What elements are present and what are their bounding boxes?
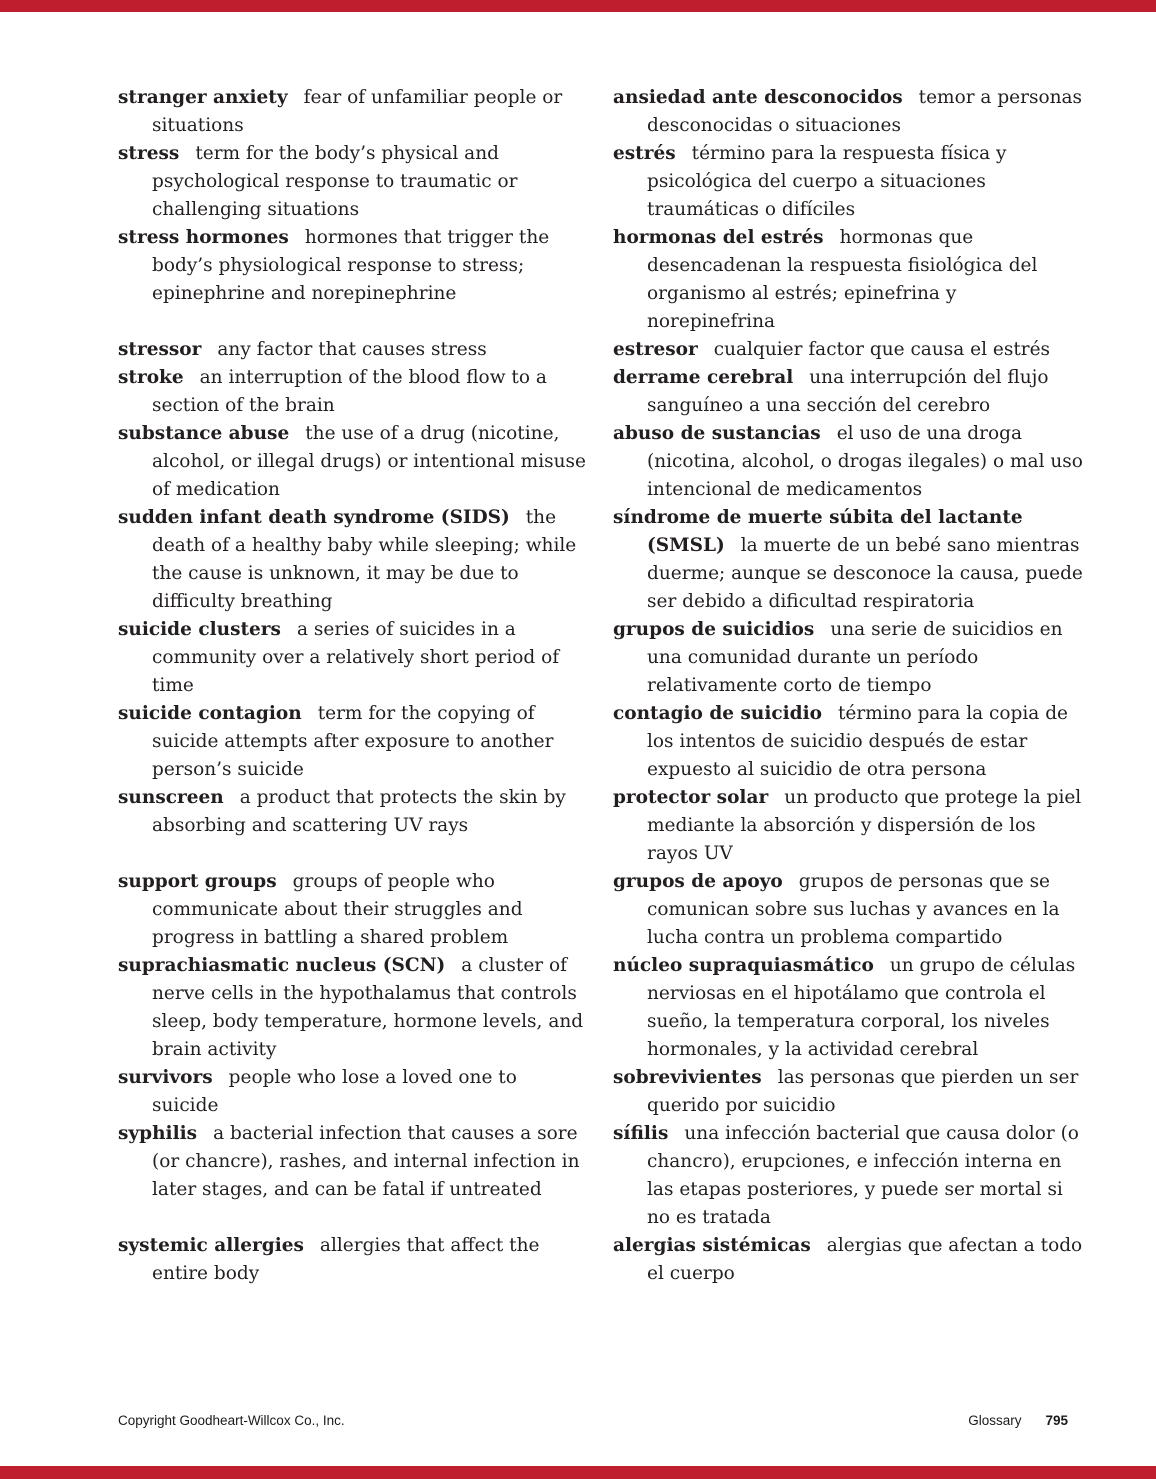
entry-term: alergias sistémicas bbox=[613, 1235, 811, 1256]
entry-definition: hormonas que desencadenan la respuesta fisiológica del organismo al estrés; epinefrina y norepinefrina bbox=[647, 227, 1038, 332]
glossary-row bbox=[118, 1232, 1084, 1288]
entry-definition: un producto que protege la piel mediante la absorción y dispersión de los rayos UV bbox=[647, 787, 1082, 864]
entry-definition: término para la respuesta física y psicológica del cuerpo a situaciones traumáticas o difíciles bbox=[647, 143, 1007, 220]
entry-term: derrame cerebral bbox=[613, 367, 794, 388]
glossary-row bbox=[118, 784, 1084, 868]
glossary-row bbox=[118, 84, 1084, 140]
glossary-row bbox=[118, 364, 1084, 420]
entry-definition: temor a personas desconocidas o situaciones bbox=[647, 87, 1083, 136]
top-accent-bar bbox=[0, 0, 1156, 12]
entry-term: suprachiasmatic nucleus (SCN) bbox=[118, 955, 446, 976]
page-number: 795 bbox=[1045, 1413, 1068, 1428]
glossary-content bbox=[118, 84, 1084, 1288]
entry-definition: any factor that causes stress bbox=[217, 339, 487, 360]
glossary-row bbox=[118, 224, 1084, 336]
glossary-row bbox=[118, 868, 1084, 952]
entry-definition: an interruption of the blood flow to a section of the brain bbox=[152, 367, 547, 416]
entry-term: contagio de suicidio bbox=[613, 703, 822, 724]
entry-term: stroke bbox=[118, 367, 184, 388]
entry-definition: grupos de personas que se comunican sobre sus luchas y avances en la lucha contra un problema compartido bbox=[647, 871, 1060, 948]
entry-term: sudden infant death syndrome (SIDS) bbox=[118, 507, 510, 528]
entry-definition: allergies that affect the entire body bbox=[152, 1235, 540, 1284]
entry-definition: alergias que afectan a todo el cuerpo bbox=[647, 1235, 1083, 1284]
entry-definition: fear of unfamiliar people or situations bbox=[152, 87, 563, 136]
glossary-entry-english bbox=[118, 952, 588, 1064]
entry-term: ansiedad ante desconocidos bbox=[613, 87, 903, 108]
entry-definition: groups of people who communicate about their struggles and progress in battling a shared problem bbox=[152, 871, 523, 948]
glossary-entry-english bbox=[118, 1232, 588, 1288]
entry-definition: the use of a drug (nicotine, alcohol, or illegal drugs) or intentional misuse of medication bbox=[152, 423, 586, 500]
entry-definition: un grupo de células nerviosas en el hipotálamo que controla el sueño, la temperatura corporal, los niveles hormonales, y la actividad cerebral bbox=[647, 955, 1076, 1060]
entry-term: systemic allergies bbox=[118, 1235, 304, 1256]
entry-term: síndrome de muerte súbita del lactante (SMSL) bbox=[613, 507, 1023, 556]
entry-definition: la muerte de un bebé sano mientras duerme; aunque se desconoce la causa, puede ser debido a dificultad respiratoria bbox=[647, 535, 1083, 612]
entry-definition: a bacterial infection that causes a sore (or chancre), rashes, and internal infection in later stages, and can be fatal if untreated bbox=[152, 1123, 580, 1200]
glossary-row bbox=[118, 1064, 1084, 1120]
entry-definition: una serie de suicidios en una comunidad durante un período relativamente corto de tiempo bbox=[647, 619, 1063, 696]
entry-term: stranger anxiety bbox=[118, 87, 288, 108]
glossary-row bbox=[118, 140, 1084, 224]
entry-definition: el uso de una droga (nicotina, alcohol, o drogas ilegales) o mal uso intencional de medicamentos bbox=[647, 423, 1083, 500]
entry-definition: las personas que pierden un ser querido por suicidio bbox=[647, 1067, 1079, 1116]
entry-term: grupos de apoyo bbox=[613, 871, 783, 892]
entry-definition: término para la copia de los intentos de suicidio después de estar expuesto al suicidio de otra persona bbox=[647, 703, 1068, 780]
entry-term: núcleo supraquiasmático bbox=[613, 955, 874, 976]
entry-definition: una infección bacterial que causa dolor (o chancro), erupciones, e infección interna en las etapas posteriores, y puede ser mortal si no es tratada bbox=[647, 1123, 1079, 1228]
glossary-row bbox=[118, 1120, 1084, 1232]
glossary-entry-spanish bbox=[613, 140, 1083, 224]
entry-term: stressor bbox=[118, 339, 202, 360]
entry-definition: a series of suicides in a community over a relatively short period of time bbox=[152, 619, 560, 696]
glossary-entry-spanish bbox=[613, 868, 1083, 952]
entry-definition: a cluster of nerve cells in the hypothalamus that controls sleep, body temperature, hormone levels, and brain activity bbox=[152, 955, 584, 1060]
bottom-accent-bar bbox=[0, 1466, 1156, 1479]
glossary-entry-spanish bbox=[613, 952, 1083, 1064]
entry-definition: people who lose a loved one to suicide bbox=[152, 1067, 517, 1116]
section-label: Glossary bbox=[968, 1413, 1022, 1428]
glossary-entry-english bbox=[118, 84, 588, 140]
glossary-entry-spanish bbox=[613, 364, 1083, 420]
glossary-entry-spanish bbox=[613, 84, 1083, 140]
entry-term: substance abuse bbox=[118, 423, 290, 444]
entry-term: suicide clusters bbox=[118, 619, 281, 640]
entry-term: sífilis bbox=[613, 1123, 669, 1144]
glossary-entry-spanish bbox=[613, 1064, 1083, 1120]
entry-term: grupos de suicidios bbox=[613, 619, 815, 640]
glossary-entry-spanish bbox=[613, 1232, 1083, 1288]
glossary-entry-english bbox=[118, 140, 588, 224]
glossary-entry-spanish bbox=[613, 336, 1083, 364]
entry-definition: term for the body’s physical and psychological response to traumatic or challenging situations bbox=[152, 143, 518, 220]
entry-term: sunscreen bbox=[118, 787, 224, 808]
glossary-entry-english bbox=[118, 868, 588, 952]
glossary-row bbox=[118, 952, 1084, 1064]
glossary-entry-spanish bbox=[613, 700, 1083, 784]
entry-term: syphilis bbox=[118, 1123, 198, 1144]
entry-definition: term for the copying of suicide attempts after exposure to another person’s suicide bbox=[152, 703, 554, 780]
entry-term: survivors bbox=[118, 1067, 213, 1088]
glossary-entry-spanish bbox=[613, 1120, 1083, 1232]
entry-term: hormonas del estrés bbox=[613, 227, 824, 248]
glossary-row bbox=[118, 700, 1084, 784]
entry-definition: una interrupción del flujo sanguíneo a una sección del cerebro bbox=[647, 367, 1049, 416]
entry-term: estrés bbox=[613, 143, 676, 164]
glossary-entry-spanish bbox=[613, 784, 1083, 868]
entry-definition: a product that protects the skin by absorbing and scattering UV rays bbox=[152, 787, 566, 836]
entry-term: stress bbox=[118, 143, 180, 164]
glossary-row bbox=[118, 616, 1084, 700]
glossary-entry-english bbox=[118, 616, 588, 700]
glossary-entry-english bbox=[118, 784, 588, 840]
glossary-entry-english bbox=[118, 504, 588, 616]
entry-term: support groups bbox=[118, 871, 277, 892]
entry-term: protector solar bbox=[613, 787, 769, 808]
copyright-notice: Copyright Goodheart-Willcox Co., Inc. bbox=[118, 1413, 345, 1428]
footer-folio bbox=[968, 1413, 1068, 1428]
entry-definition: the death of a healthy baby while sleeping; while the cause is unknown, it may be due to difficulty breathing bbox=[152, 507, 577, 612]
entry-term: stress hormones bbox=[118, 227, 289, 248]
entry-definition: cualquier factor que causa el estrés bbox=[713, 339, 1051, 360]
glossary-row bbox=[118, 336, 1084, 364]
glossary-entry-spanish bbox=[613, 420, 1083, 504]
glossary-rows bbox=[118, 84, 1084, 1288]
glossary-entry-english bbox=[118, 364, 588, 420]
entry-term: sobrevivientes bbox=[613, 1067, 762, 1088]
glossary-row bbox=[118, 420, 1084, 504]
entry-term: estresor bbox=[613, 339, 698, 360]
glossary-entry-english bbox=[118, 336, 588, 364]
page-footer bbox=[118, 1413, 1068, 1428]
glossary-entry-english bbox=[118, 1120, 588, 1204]
glossary-entry-spanish bbox=[613, 504, 1083, 616]
glossary-entry-english bbox=[118, 224, 588, 308]
glossary-entry-english bbox=[118, 700, 588, 784]
entry-term: abuso de sustancias bbox=[613, 423, 821, 444]
entry-term: suicide contagion bbox=[118, 703, 302, 724]
glossary-entry-spanish bbox=[613, 224, 1083, 336]
glossary-entry-spanish bbox=[613, 616, 1083, 700]
entry-definition: hormones that trigger the body’s physiological response to stress; epinephrine and norepinephrine bbox=[152, 227, 550, 304]
glossary-row bbox=[118, 504, 1084, 616]
glossary-entry-english bbox=[118, 1064, 588, 1120]
glossary-entry-english bbox=[118, 420, 588, 504]
